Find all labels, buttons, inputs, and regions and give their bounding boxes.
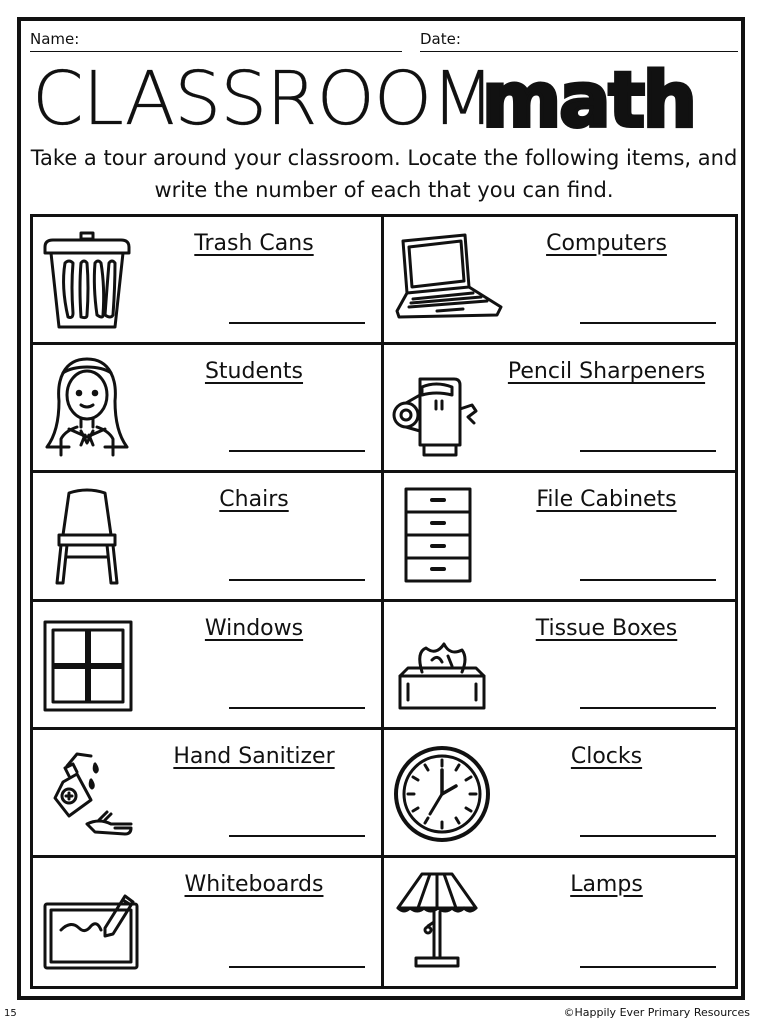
- page-title: [0, 56, 768, 142]
- chair-icon: [41, 483, 133, 587]
- file-cabinet-icon: [392, 483, 484, 587]
- date-label: Date:: [420, 30, 461, 48]
- items-grid: [30, 214, 738, 989]
- item-label: Windows: [204, 615, 304, 641]
- tissue-box-icon: [392, 612, 492, 716]
- item-label: Hand Sanitizer: [173, 743, 335, 769]
- date-line: [420, 51, 738, 52]
- title-part-classroom: CLASSROOM: [32, 56, 494, 142]
- item-cell-file-cabinets: [384, 473, 735, 601]
- answer-line[interactable]: [229, 450, 365, 452]
- window-icon: [41, 612, 133, 716]
- lamp-icon: [392, 868, 484, 972]
- item-cell-computers: [384, 217, 735, 345]
- item-label: Computers: [546, 231, 667, 256]
- hand-sanitizer-icon: [41, 740, 141, 844]
- instructions-text: Take a tour around your classroom. Locate the following items, and write the number of each that you can find.: [30, 146, 738, 202]
- item-label: Students: [204, 359, 304, 385]
- answer-line[interactable]: [580, 450, 716, 452]
- answer-line[interactable]: [229, 835, 365, 837]
- trash-can-icon: [41, 227, 133, 331]
- item-cell-hand-sanitizer: [33, 730, 384, 858]
- name-field[interactable]: [30, 30, 402, 48]
- answer-line[interactable]: [580, 579, 716, 581]
- name-line: [30, 51, 402, 52]
- item-label: Chairs: [219, 487, 289, 513]
- student-icon: [41, 355, 133, 459]
- item-cell-tissue-boxes: [384, 602, 735, 730]
- date-field[interactable]: [420, 30, 738, 48]
- item-label: Lamps: [570, 871, 643, 897]
- item-cell-chairs: [33, 473, 384, 601]
- item-cell-clocks: [384, 730, 735, 858]
- item-cell-lamps: [384, 858, 735, 986]
- clock-icon: [392, 740, 492, 844]
- answer-line[interactable]: [229, 322, 365, 324]
- whiteboard-icon: [41, 868, 141, 972]
- title-part-math: math: [482, 55, 695, 144]
- item-cell-students: [33, 345, 384, 473]
- answer-line[interactable]: [580, 707, 716, 709]
- item-label: Clocks: [570, 743, 643, 769]
- name-label: Name:: [30, 30, 80, 48]
- item-label: Whiteboards: [184, 871, 324, 897]
- answer-line[interactable]: [229, 707, 365, 709]
- item-cell-pencil-sharpeners: [384, 345, 735, 473]
- copyright-text: ©Happily Ever Primary Resources: [563, 1006, 750, 1019]
- pencil-sharpener-icon: [392, 365, 484, 469]
- answer-line[interactable]: [580, 966, 716, 968]
- answer-line[interactable]: [229, 966, 365, 968]
- item-cell-windows: [33, 602, 384, 730]
- item-label: Pencil Sharpeners: [507, 359, 706, 385]
- answer-line[interactable]: [580, 835, 716, 837]
- item-cell-whiteboards: [33, 858, 384, 986]
- answer-line[interactable]: [580, 322, 716, 324]
- item-label: Trash Cans: [194, 231, 314, 256]
- item-cell-trash-cans: [33, 217, 384, 345]
- answer-line[interactable]: [229, 579, 365, 581]
- item-label: Tissue Boxes: [535, 615, 678, 641]
- item-label: File Cabinets: [536, 487, 677, 513]
- page-number: 15: [4, 1008, 17, 1019]
